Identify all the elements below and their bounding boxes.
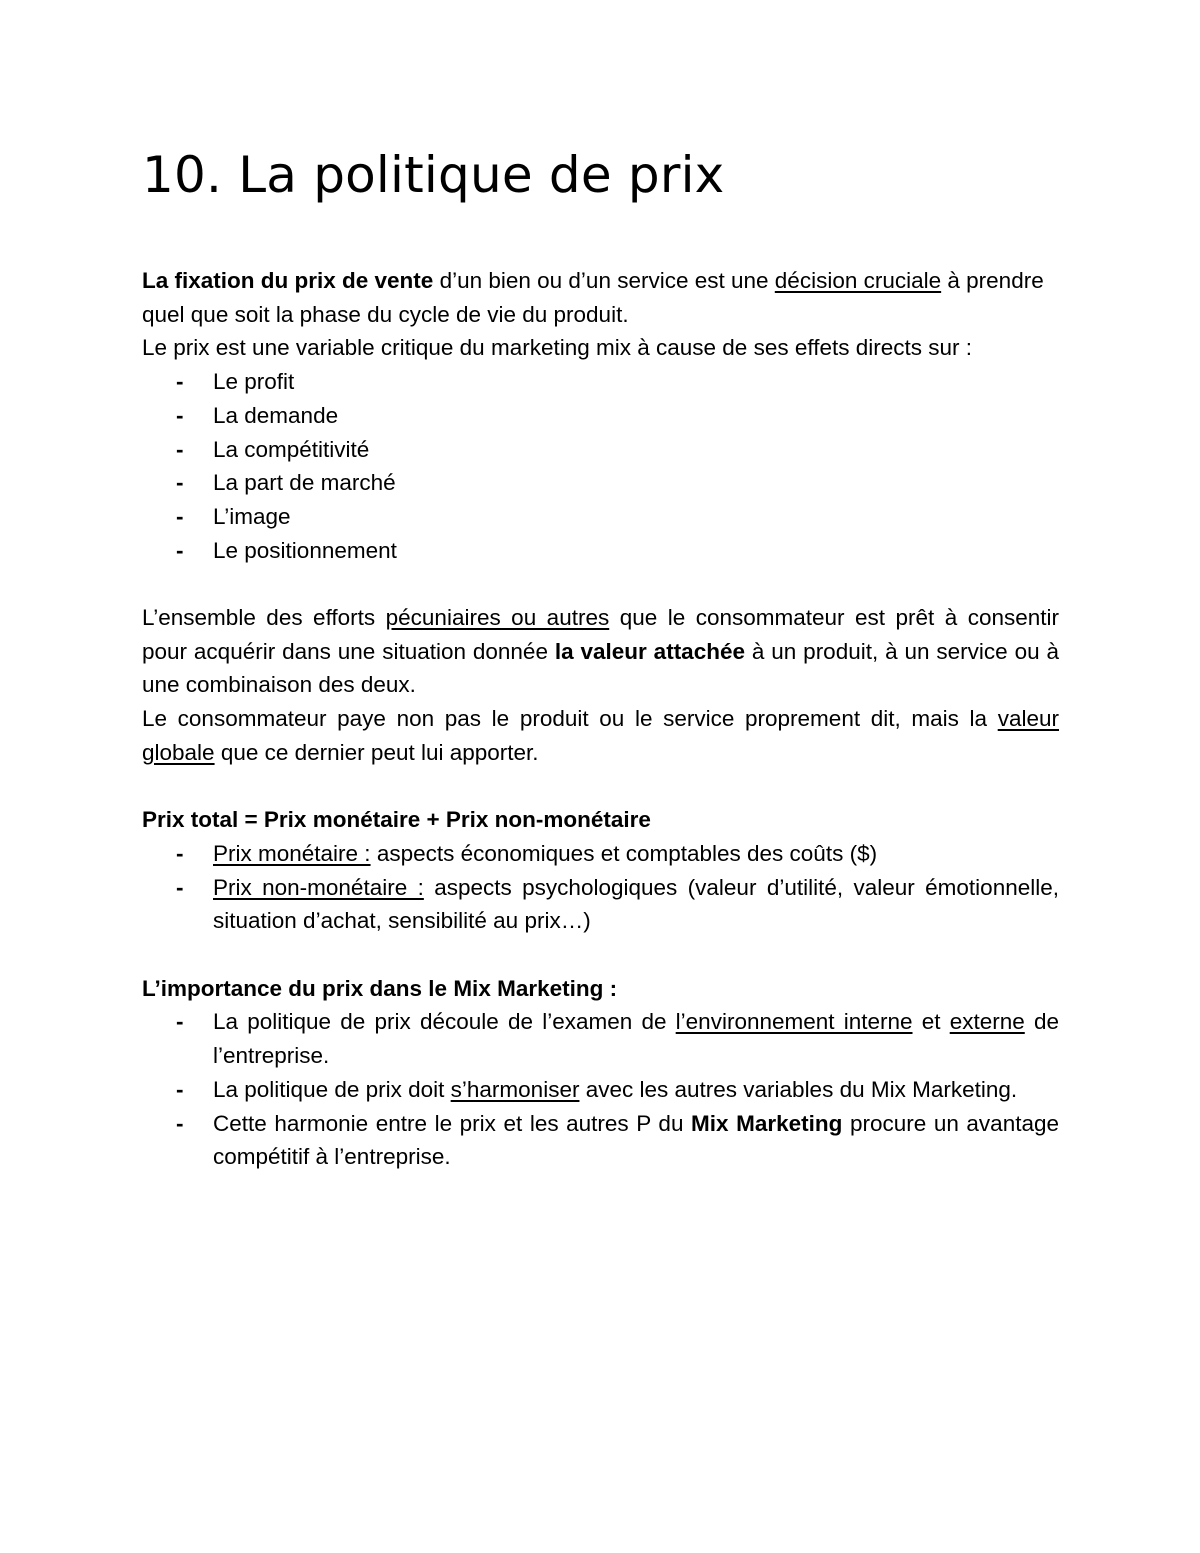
definition-bold: la valeur attachée xyxy=(554,638,745,664)
list-item xyxy=(142,1107,1059,1174)
document-body xyxy=(142,264,1059,1174)
consumer-text-2: que ce dernier peut lui apporter. xyxy=(214,739,539,765)
list-item: - Le profit xyxy=(142,365,1059,399)
item-text: La politique de prix découle de l’examen de xyxy=(213,1009,676,1035)
consumer-underline: valeur globale xyxy=(142,706,1059,765)
price-type-label: Prix non-monétaire : xyxy=(213,874,424,900)
definition-underline: pécuniaires ou autres xyxy=(385,605,610,631)
consumer-paragraph xyxy=(142,702,1059,769)
importance-heading xyxy=(142,972,1059,1006)
definition-paragraph xyxy=(142,601,1059,702)
item-text: avec les autres variables du Mix Marketing. xyxy=(579,1076,1018,1102)
price-type-text: aspects psychologiques (valeur d’utilité, valeur émotionnelle, situation d’achat, sensibilité au prix…) xyxy=(213,874,1059,934)
list-item: - La compétitivité xyxy=(142,433,1059,467)
definition-text-1: L’ensemble des efforts xyxy=(142,605,386,631)
item-text: La politique de prix doit xyxy=(213,1076,451,1102)
definition-text-2: que le consommateur est prêt à consentir pour acquérir dans une situation donnée xyxy=(142,605,1059,664)
importance-list xyxy=(142,1005,1059,1174)
importance-heading-text: L’importance du prix dans le Mix Marketing : xyxy=(142,975,618,1001)
item-bold: Mix Marketing xyxy=(691,1110,843,1136)
list-item: - Le positionnement xyxy=(142,534,1059,568)
item-text: de l’entreprise. xyxy=(213,1009,1059,1069)
effects-list xyxy=(142,365,1059,567)
price-type-text: aspects économiques et comptables des coûts ($) xyxy=(370,840,878,866)
intro-text-2: à prendre quel que soit la phase du cycle de vie du produit. xyxy=(142,268,1044,327)
price-types-list xyxy=(142,837,1059,938)
price-formula-text: Prix total = Prix monétaire + Prix non-monétaire xyxy=(142,807,651,833)
page-title: 10. La politique de prix xyxy=(142,146,725,204)
list-item: - La demande xyxy=(142,399,1059,433)
price-formula xyxy=(142,803,1059,837)
list-item xyxy=(142,871,1059,938)
item-text: et xyxy=(912,1009,950,1035)
list-item: - L’image xyxy=(142,500,1059,534)
item-underline: s’harmoniser xyxy=(450,1076,580,1102)
item-underline: l’environnement interne xyxy=(675,1009,913,1035)
list-item: - La part de marché xyxy=(142,466,1059,500)
list-item xyxy=(142,1005,1059,1072)
item-underline: externe xyxy=(949,1009,1025,1035)
spacer xyxy=(142,938,1059,972)
item-text: Cette harmonie entre le prix et les autres P du xyxy=(213,1110,692,1136)
intro-underline: décision cruciale xyxy=(774,268,942,293)
consumer-text-1: Le consommateur paye non pas le produit ou le service proprement dit, mais la xyxy=(142,706,998,732)
spacer xyxy=(142,770,1059,804)
item-text: procure un avantage compétitif à l’entreprise. xyxy=(213,1110,1059,1170)
intro-text-1: d’un bien ou d’un service est une xyxy=(433,268,775,293)
spacer xyxy=(142,567,1059,601)
price-type-label: Prix monétaire : xyxy=(213,840,371,866)
definition-text-3: à un produit, à un service ou à une combinaison des deux. xyxy=(142,638,1060,698)
intro-bold: La fixation du prix de vente xyxy=(142,268,434,293)
effects-intro: Le prix est une variable critique du marketing mix à cause de ses effets directs sur : xyxy=(142,335,972,361)
intro-paragraph xyxy=(142,264,1059,331)
list-item xyxy=(142,837,1059,871)
list-item xyxy=(142,1073,1059,1107)
